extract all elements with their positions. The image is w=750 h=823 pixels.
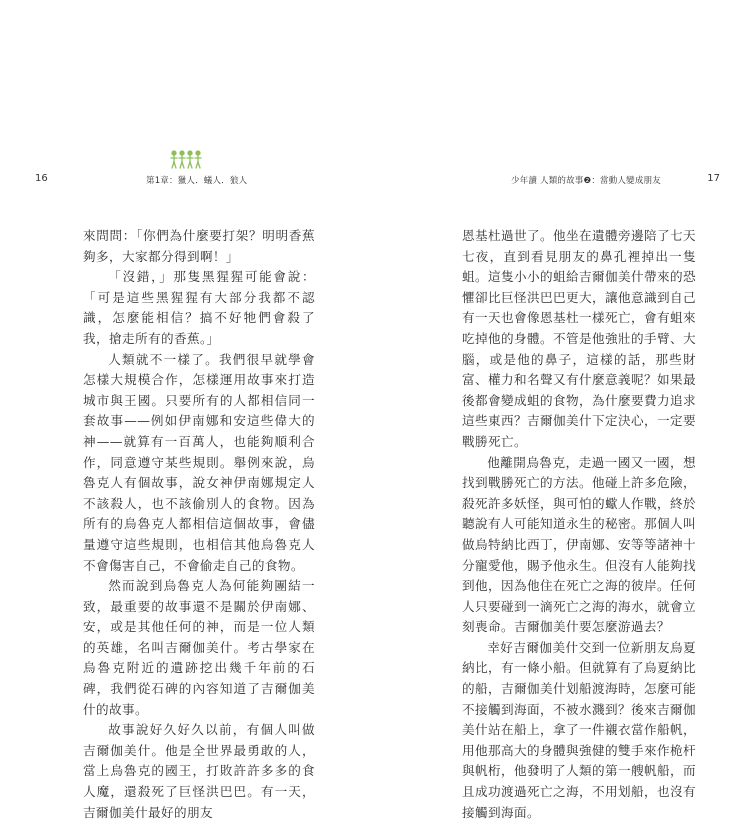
paragraph: 他離開烏魯克，走過一國又一國，想找到戰勝死亡的方法。他碰上許多危險，殺死許多妖怪，與可怕的蠍人作戰，終於聽說有人可能知道永生的秘密。那個人叫做烏特納比西丁，伊南娜、安等等諸神十分寵愛他，賜予他永生。但沒有人能夠找到他，因為他住在死亡之海的彼岸。任何人只要碰到一滴死亡之海的海水，就會立刻喪命。吉爾伽美什要怎麼游過去？ xyxy=(462,454,696,635)
paragraph: 然而說到烏魯克人為何能夠團結一致，最重要的故事還不是關於伊南娜、安，或是其他任何的神，而是一位人類的英雄，名叫吉爾伽美什。考古學家在烏魯克附近的遺跡挖出幾千年前的石碑，我們從石碑的內容知道了吉爾伽美什的故事。 xyxy=(83,578,315,717)
running-head: 少年讀 人類的故事❷：當動人變成朋友 xyxy=(511,176,661,186)
running-head: 第1章：獵人．蟻人．狼人 xyxy=(146,176,248,186)
right-page xyxy=(375,0,750,820)
body-text xyxy=(83,226,315,823)
paragraph: 幸好吉爾伽美什交到一位新朋友烏夏納比，有一條小船。但就算有了烏夏納比的船，吉爾伽美什划船渡海時，怎麼可能不接觸到海面，不被水濺到？後來吉爾伽美什站在船上，拿了一件襯衣當作船帆，用他那高大的身體與強健的雙手來作桅杆與帆桁，他發明了人類的第一艘帆船，而且成功渡過死亡之海，不用划船，也沒有接觸到海面。 xyxy=(462,639,696,820)
paragraph: 來問問：「你們為什麼要打架？明明香蕉夠多，大家都分得到啊！」 xyxy=(83,228,315,264)
paragraph: 故事說好久好久以前，有個人叫做吉爾伽美什。他是全世界最勇敢的人，當上烏魯克的國王，打敗許許多多的食人魔，還殺死了巨怪洪巴巴。有一天，吉爾伽美什最好的朋友 xyxy=(83,722,315,820)
page-number: 17 xyxy=(707,173,720,184)
paragraph: 恩基杜過世了。他坐在遺體旁邊陪了七天七夜，直到看見朋友的鼻孔裡掉出一隻蛆。這隻小小的蛆給吉爾伽美什帶來的恐懼卻比巨怪洪巴巴更大，讓他意識到自己有一天也會像恩基杜一樣死亡，會有蛆來吃掉他的身體。不管是他強壯的手臂、大腦，或是他的鼻子，這樣的話，那些財富、權力和名聲又有什麼意義呢？如果最後都會變成蛆的食物，為什麼要費力追求這些東西？吉爾伽美什下定決心，一定要戰勝死亡。 xyxy=(462,228,696,449)
paragraph: 「沒錯，」那隻黑猩猩可能會說：「可是這些黑猩猩有大部分我都不認識，怎麼能相信？搞不好牠們會殺了我，搶走所有的香蕉。」 xyxy=(83,269,315,346)
page-number: 16 xyxy=(35,173,48,184)
chapter-figures-icon xyxy=(169,150,205,170)
left-page xyxy=(0,0,375,820)
paragraph: 人類就不一樣了。我們很早就學會怎樣大規模合作，怎樣運用故事來打造城市與王國。只要所有的人都相信同一套故事——例如伊南娜和安這些偉大的神——就算有一百萬人，也能夠順利合作，同意遵守某些規則。舉例來說，烏魯克人有個故事，說女神伊南娜規定人不該殺人，也不該偷別人的食物。因為所有的烏魯克人都相信這個故事，會儘量遵守這些規則，也相信其他烏魯克人不會傷害自己，不會偷走自己的食物。 xyxy=(83,351,315,573)
body-text xyxy=(462,226,696,823)
